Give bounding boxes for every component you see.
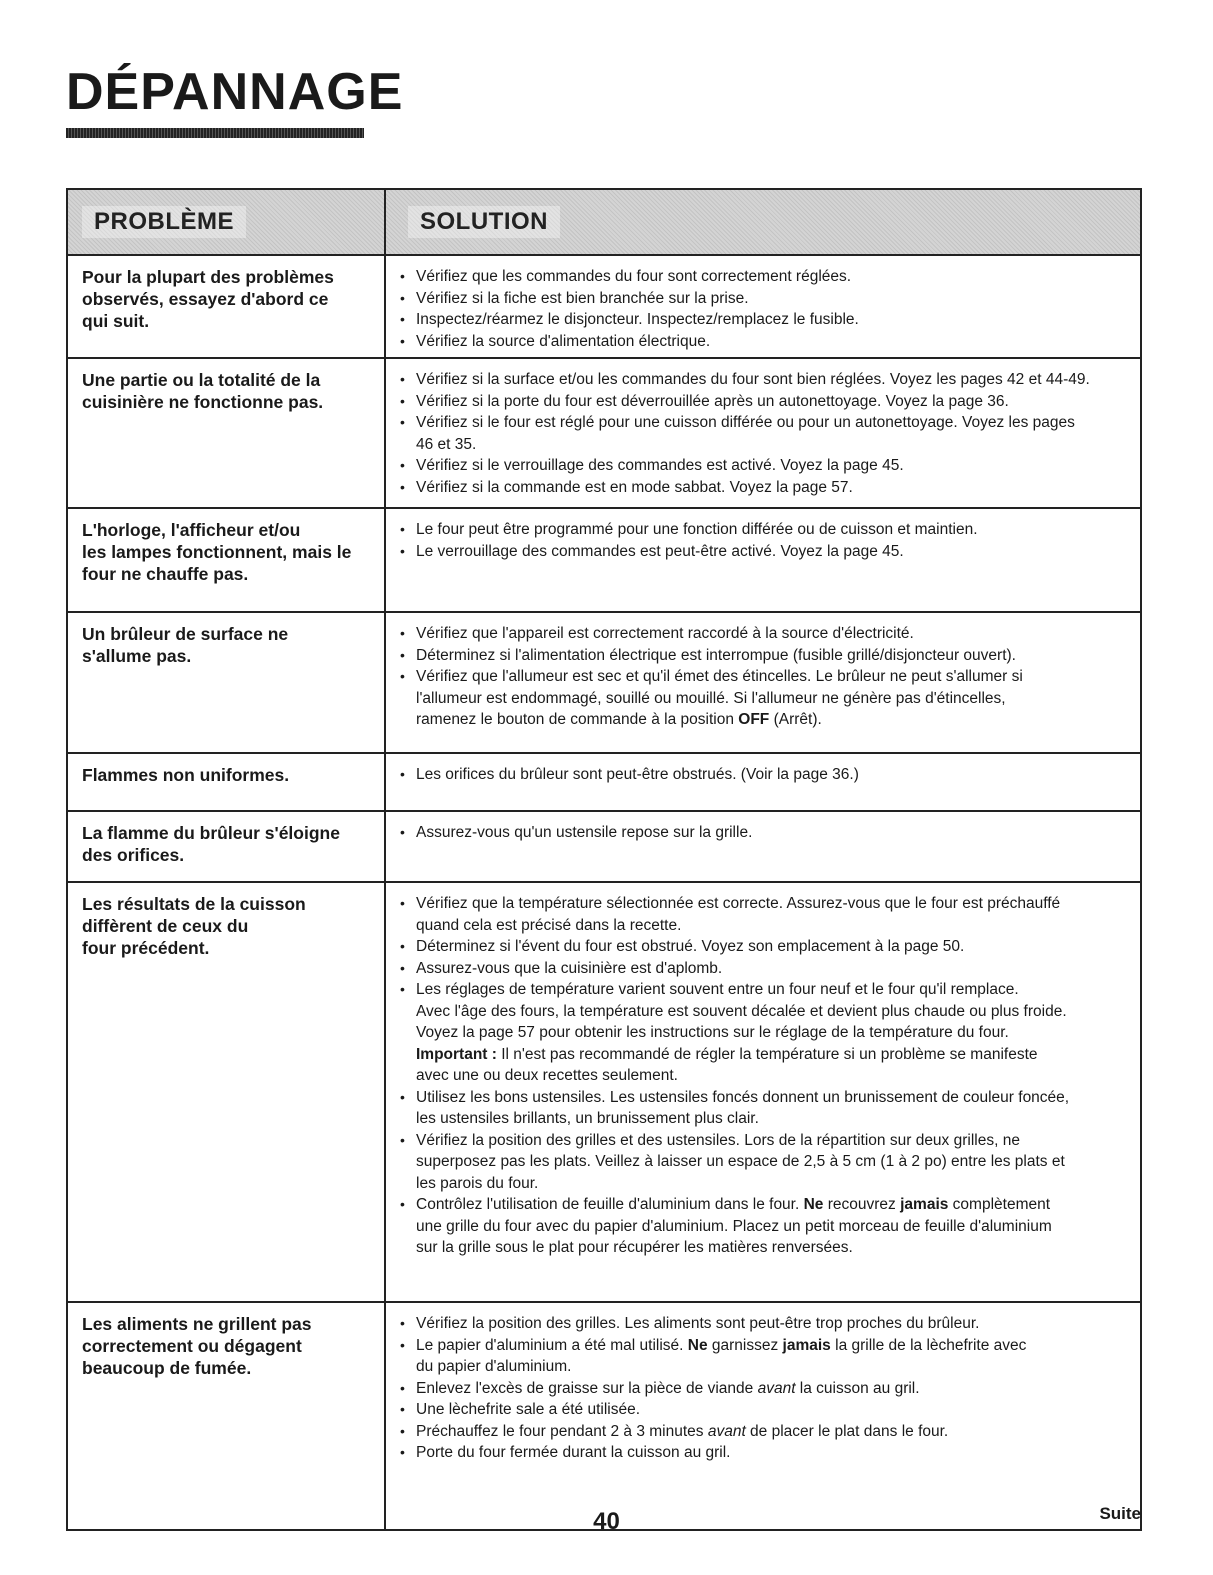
problem-text: four précédent. [82,938,210,958]
solution-item [398,645,1128,667]
solution-item [398,666,1128,731]
page-title: DÉPANNAGE [66,63,404,121]
solution-text: • Le verrouillage des commandes est peut-être activé. Voyez la page 45. [416,542,904,560]
solution-list [398,369,1128,498]
problem-text: cuisinière ne fonctionne pas. [82,392,324,412]
header-problem: PROBLÈME [82,206,246,238]
solution-text: du papier d'aluminium. [416,1358,572,1375]
title-underline [66,128,364,138]
solution-text: • Les orifices du brûleur sont peut-être obstrués. (Voir la page 36.) [416,766,859,783]
solution-text: ramenez le bouton de commande à la position OFF (Arrêt). [416,711,822,728]
problem-text: Les résultats de la cuisson [82,894,306,914]
solution-text: • Vérifiez la source d'alimentation électrique. [416,332,711,350]
solution-cell [386,256,1140,357]
solution-text: • Assurez-vous que la cuisinière est d'aplomb. [416,959,723,977]
solution-item [398,1399,1128,1421]
solution-list [398,893,1128,1259]
solution-text: • Enlevez l'excès de graisse sur la pièce de viande avant la cuisson au gril. [416,1379,920,1397]
problem-cell [68,754,386,810]
solution-text: • Inspectez/réarmez le disjoncteur. Inspectez/remplacez le fusible. [416,311,859,328]
solution-item [398,1442,1128,1464]
solution-item [398,391,1128,413]
solution-text: Avec l'âge des fours, la température est souvent décalée et devient plus chaude ou plus froide. [416,1002,1067,1020]
problem-text: Les aliments ne grillent pas [82,1314,312,1334]
table-row [68,256,1140,359]
solution-item [398,412,1128,455]
solution-text: les parois du four. [416,1174,539,1192]
problem-text: qui suit. [82,311,150,331]
header-problem-cell [68,190,386,254]
problem-cell [68,883,386,1301]
solution-cell [386,613,1140,752]
solution-text: • Vérifiez que les commandes du four sont correctement réglées. [416,268,852,285]
problem-cell [68,509,386,611]
solution-text: superposez pas les plats. Veillez à laisser un espace de 2,5 à 5 cm (1 à 2 po) entre les plats et [416,1153,1065,1170]
troubleshooting-table [66,188,1142,1531]
solution-text: • Utilisez les bons ustensiles. Les ustensiles foncés donnent un brunissement de couleur foncée, [416,1088,1070,1106]
solution-text: • Vérifiez que l'appareil est correctement raccordé à la source d'électricité. [416,625,914,642]
solution-list [398,519,1128,562]
problem-text: des orifices. [82,845,185,865]
problem-text: four ne chauffe pas. [82,564,249,584]
solution-text: Voyez la page 57 pour obtenir les instructions sur le réglage de la température du four. [416,1024,1009,1041]
solution-cell [386,1303,1140,1529]
table-row [68,509,1140,613]
solution-item [398,1421,1128,1443]
solution-text: Important : Il n'est pas recommandé de régler la température si un problème se manifeste [416,1045,1038,1063]
solution-item [398,288,1128,310]
table-row [68,359,1140,509]
solution-text: • Préchauffez le four pendant 2 à 3 minutes avant de placer le plat dans le four. [416,1422,949,1440]
solution-item [398,455,1128,477]
solution-item [398,309,1128,331]
solution-cell [386,812,1140,881]
solution-text: • Vérifiez si le verrouillage des commandes est activé. Voyez la page 45. [416,457,904,474]
solution-text: • Assurez-vous qu'un ustensile repose sur la grille. [416,824,753,841]
solution-text: une grille du four avec du papier d'aluminium. Placez un petit morceau de feuille d'aluminium [416,1217,1052,1235]
solution-item [398,369,1128,391]
solution-item [398,1130,1128,1195]
solution-item [398,822,1128,844]
table-row [68,812,1140,883]
solution-list [398,623,1128,731]
solution-text: • Une lèchefrite sale a été utilisée. [416,1401,641,1418]
solution-item [398,764,1128,786]
table-header [68,190,1140,256]
solution-item [398,1313,1128,1335]
continued-label: Suite [1099,1504,1141,1523]
problem-cell [68,613,386,752]
solution-text: • Vérifiez la position des grilles. Les aliments sont peut-être trop proches du brûleur. [416,1315,980,1332]
solution-text: • Le four peut être programmé pour une fonction différée ou de cuisson et maintien. [416,521,978,538]
problem-text: Flammes non uniformes. [82,765,290,785]
solution-text: avec une ou deux recettes seulement. [416,1067,678,1084]
problem-text: Une partie ou la totalité de la [82,370,321,390]
page-number: 40 [593,1508,620,1535]
solution-text: • Les réglages de température varient souvent entre un four neuf et le four qu'il remplace. [416,981,1019,998]
solution-list [398,764,1128,786]
problem-text: Pour la plupart des problèmes [82,267,334,287]
solution-text: • Vérifiez si la porte du four est déverrouillée après un autonettoyage. Voyez la page 36. [416,392,1009,410]
table-row [68,754,1140,812]
solution-item [398,623,1128,645]
solution-text: • Déterminez si l'évent du four est obstrué. Voyez son emplacement à la page 50. [416,938,965,955]
solution-text: • Vérifiez si la fiche est bien branchée sur la prise. [416,289,749,307]
problem-text: diffèrent de ceux du [82,916,249,936]
problem-cell [68,1303,386,1529]
solution-item [398,1087,1128,1130]
problem-text: correctement ou dégagent [82,1336,302,1356]
solution-item [398,1335,1128,1378]
table-row [68,613,1140,754]
problem-cell [68,359,386,507]
solution-text: • Vérifiez la position des grilles et des ustensiles. Lors de la répartition sur deux grilles, ne [416,1131,1020,1149]
solution-item [398,519,1128,541]
solution-item [398,979,1128,1087]
solution-cell [386,359,1140,507]
solution-item [398,1378,1128,1400]
solution-text: • Le papier d'aluminium a été mal utilisé. Ne garnissez jamais la grille de la lèchefrite avec [416,1336,1027,1354]
solution-item [398,958,1128,980]
solution-item [398,477,1128,499]
solution-text: l'allumeur est endommagé, souillé ou mouillé. Si l'allumeur ne génère pas d'étincelles, [416,689,1006,707]
solution-item [398,541,1128,563]
solution-text: • Déterminez si l'alimentation électrique est interrompue (fusible grillé/disjoncteur ouvert). [416,646,1016,664]
problem-text: L'horloge, l'afficheur et/ou [82,520,301,540]
solution-item [398,893,1128,936]
problem-text: observés, essayez d'abord ce [82,289,329,309]
solution-item [398,1194,1128,1259]
solution-text: quand cela est précisé dans la recette. [416,916,682,934]
table-row [68,883,1140,1303]
problem-text: les lampes fonctionnent, mais le [82,542,352,562]
solution-text: • Vérifiez si la commande est en mode sabbat. Voyez la page 57. [416,478,853,496]
problem-text: beaucoup de fumée. [82,1358,252,1378]
solution-text: • Contrôlez l'utilisation de feuille d'aluminium dans le four. Ne recouvrez jamais complètement [416,1196,1051,1213]
solution-list [398,822,1128,844]
solution-item [398,331,1128,353]
solution-text: • Porte du four fermée durant la cuisson au gril. [416,1444,731,1461]
solution-cell [386,883,1140,1301]
solution-cell [386,754,1140,810]
solution-text: • Vérifiez que l'allumeur est sec et qu'il émet des étincelles. Le brûleur ne peut s'allumer si [416,668,1023,685]
header-solution-cell [386,190,1140,254]
problem-text: La flamme du brûleur s'éloigne [82,823,340,843]
solution-cell [386,509,1140,611]
problem-text: Un brûleur de surface ne [82,624,289,644]
problem-cell [68,812,386,881]
solution-text: 46 et 35. [416,435,477,453]
solution-text: • Vérifiez que la température sélectionnée est correcte. Assurez-vous que le four est préchauffé [416,895,1061,912]
solution-item [398,936,1128,958]
header-solution: SOLUTION [408,206,560,238]
solution-text: • Vérifiez si la surface et/ou les commandes du four sont bien réglées. Voyez les pages 42 et 44-49. [416,371,1090,388]
solution-item [398,266,1128,288]
solution-text: les ustensiles brillants, un brunissement plus clair. [416,1110,759,1127]
problem-text: s'allume pas. [82,646,192,666]
table-body [68,256,1140,1529]
solution-text: sur la grille sous le plat pour récupérer les matières renversées. [416,1239,853,1256]
problem-cell [68,256,386,357]
solution-text: • Vérifiez si le four est réglé pour une cuisson différée ou pour un autonettoyage. Voyez les pages [416,414,1075,431]
solution-list [398,1313,1128,1464]
solution-list [398,266,1128,352]
table-row [68,1303,1140,1529]
